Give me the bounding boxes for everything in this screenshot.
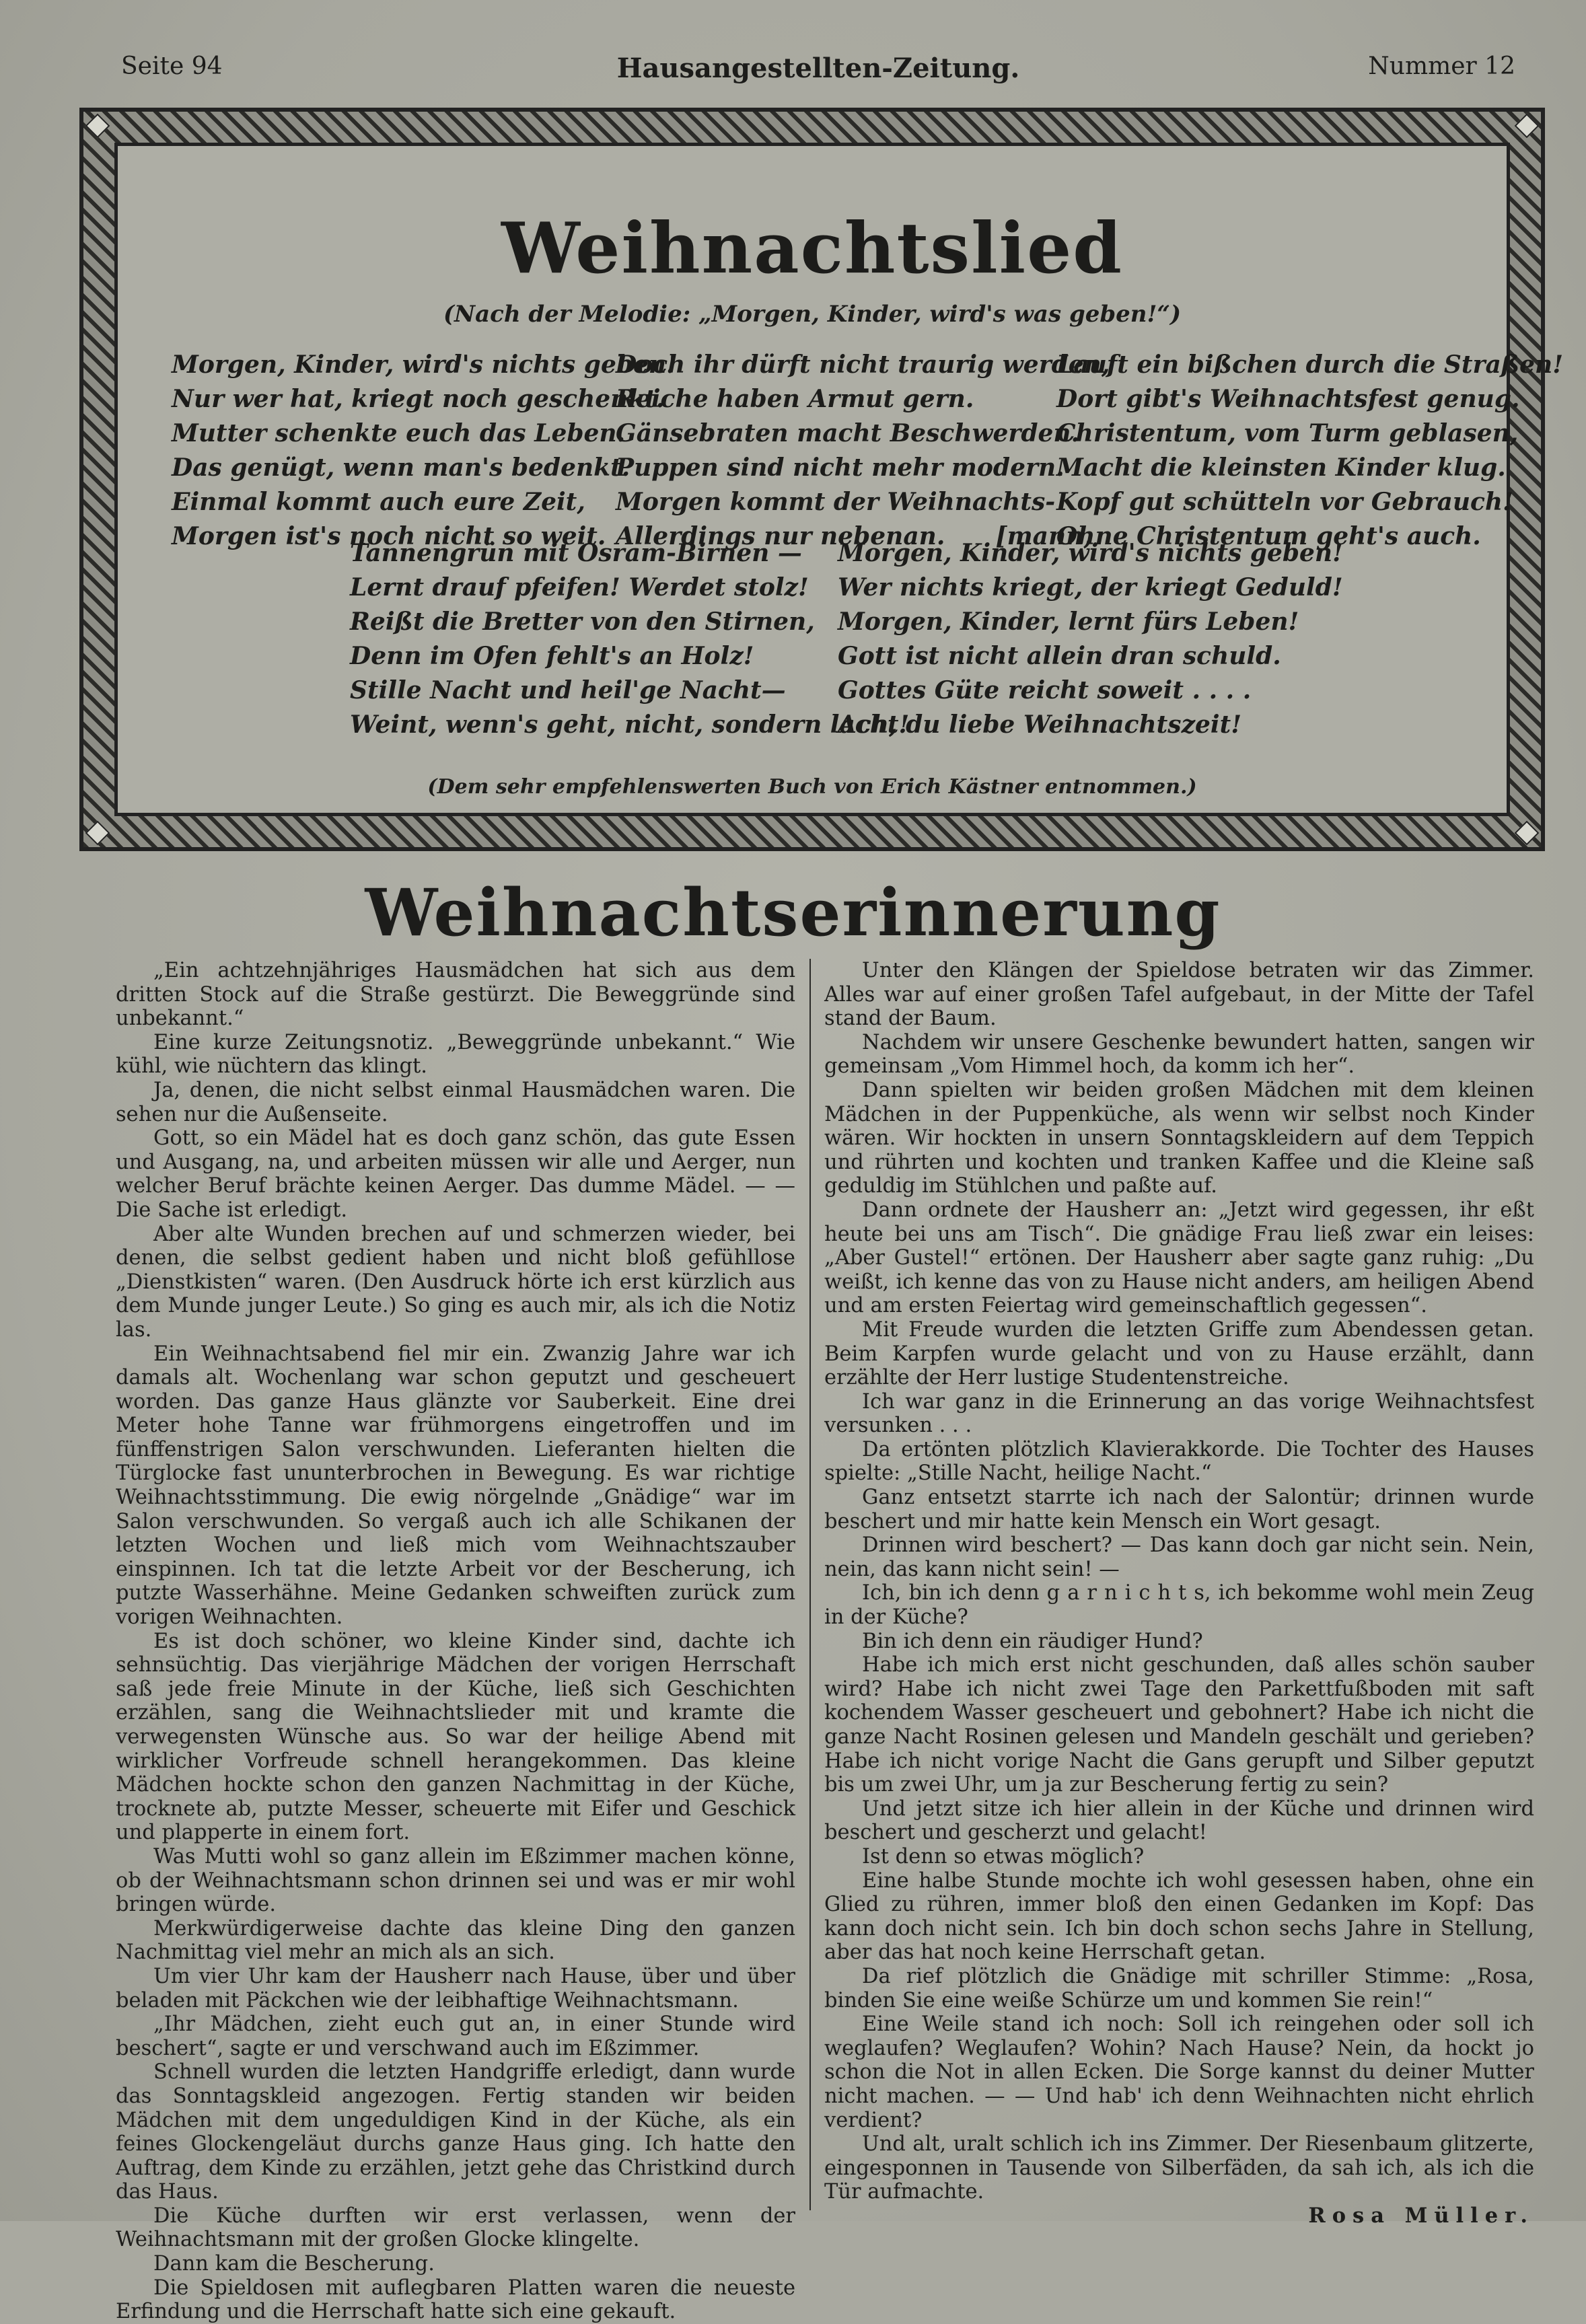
poem-line: Morgen kommt der Weihnachts-	[616, 488, 1056, 516]
poem-title: Weihnachtslied	[501, 207, 1124, 289]
article-paragraph: Ich war ganz in die Erinnerung an das vorige Weihnachtsfest versunken . . .	[824, 1389, 1534, 1438]
article-paragraph: Dann spielten wir beiden großen Mädchen mit dem kleinen Mädchen in der Puppenküche, als wenn wir selbst noch Kinder wären. Wir hockten in unsern Sonntagskleidern auf dem Teppich und rührten und kochten und tranken Kaffee und die Kleine saß geduldig im Stühlchen und paßte auf.	[824, 1078, 1534, 1198]
poem-stanza-2	[616, 348, 1110, 554]
article-paragraph: Schnell wurden die letzten Handgriffe erledigt, dann wurde das Sonntagskleid angezogen. Fertig standen wir beiden Mädchen mit dem ungeduldigen Kind in der Küche, als ein feines Glockengeläut durchs ganze Haus ging. Ich hatte den Auftrag, dem Kinde zu erzählen, jetzt gehe das Christkind durch das Haus.	[116, 2060, 795, 2204]
poem-line: Morgen, Kinder, wird's nichts geben!	[172, 351, 677, 379]
poem-stanza-4	[350, 536, 909, 742]
article-paragraph: Eine Weile stand ich noch: Soll ich reingehen oder soll ich weglaufen? Weglaufen? Wohin? Nach Hause? Nein, da hockt jo schon die Not in allen Ecken. Die Sorge kannst du deiner Mutter nicht machen. — — Und hab' ich denn Weihnachten nicht ehrlich verdient?	[824, 2012, 1534, 2132]
poem-line: Ach, du liebe Weihnachtszeit!	[838, 711, 1242, 739]
column-divider	[809, 959, 811, 2210]
article-paragraph: Was Mutti wohl so ganz allein im Eßzimmer machen könne, ob der Weihnachtsmann schon drinnen sei und was er mir wohl bringen würde.	[116, 1844, 795, 1917]
article-paragraph: Habe ich mich erst nicht geschunden, daß alles schön sauber wird? Habe ich nicht zwei Tage den Parkettfußboden mit saft kochendem Wasser gescheuert und gebohnert? Habe ich nicht die ganze Nacht Rosinen gelesen und Mandeln geschält und gerieben? Habe ich nicht vorige Nacht die Gans gerupft und Silber geputzt bis um zwei Uhr, um ja zur Bescherung fertig zu sein?	[824, 1653, 1534, 1797]
poem-line: Reiche haben Armut gern.	[616, 385, 974, 413]
poem-line: Einmal kommt auch eure Zeit,	[172, 488, 585, 516]
poem-line: Morgen, Kinder, lernt fürs Leben!	[838, 608, 1299, 636]
article-paragraph: Da ertönten plötzlich Klavierakkorde. Die Tochter des Hauses spielte: „Stille Nacht, heilige Nacht.“	[824, 1437, 1534, 1486]
poem-line: Nur wer hat, kriegt noch geschenkt.	[172, 385, 665, 413]
poem-line: Puppen sind nicht mehr modern.	[616, 453, 1065, 482]
issue-number: Nummer 12	[1368, 52, 1515, 80]
article-paragraph: Ist denn so etwas möglich?	[862, 1844, 1145, 1868]
frame-ornament	[85, 821, 110, 846]
poem-line: Gottes Güte reicht soweit . . . .	[838, 676, 1252, 704]
poem-line: Wer nichts kriegt, der kriegt Geduld!	[838, 573, 1343, 602]
page-header	[114, 52, 1522, 93]
frame-ornament	[1515, 821, 1540, 846]
article-paragraph: Ganz entsetzt starrte ich nach der Salontür; drinnen wurde beschert und mir hatte kein Mensch ein Wort gesagt.	[824, 1486, 1534, 1533]
article-paragraph: Eine halbe Stunde mochte ich wohl gesessen haben, ohne ein Glied zu rühren, immer bloß den einen Gedanken im Kopf: Das kann doch nicht sein. Ich bin doch schon sechs Jahre in Stellung, aber das hat noch keine Herrschaft getan.	[824, 1868, 1534, 1965]
article-paragraph: Bin ich denn ein räudiger Hund?	[862, 1629, 1203, 1653]
article-paragraph: Merkwürdigerweise dachte das kleine Ding den ganzen Nachmittag viel mehr an mich als an sich.	[116, 1916, 795, 1965]
page-number: Seite 94	[121, 52, 223, 80]
article-paragraph: „Ein achtzehnjähriges Hausmädchen hat sich aus dem dritten Stock auf die Straße gestürzt. Die Beweggründe sind unbekannt.“	[116, 959, 795, 1031]
poem-line: Stille Nacht und heil'ge Nacht—	[350, 676, 786, 704]
poem-line: Lauft ein bißchen durch die Straßen!	[1056, 351, 1564, 379]
author-signature: Rosa Müller.	[1308, 2203, 1534, 2228]
article-paragraph: Die Spieldosen mit auflegbaren Platten waren die neueste Erfindung und die Herrschaft hatte sich eine gekauft.	[116, 2276, 795, 2324]
article-paragraph: Und alt, uralt schlich ich ins Zimmer. Der Riesenbaum glitzerte, eingesponnen in Tausende von Silberfäden, da sah ich, als ich die Tür aufmachte.	[824, 2132, 1534, 2204]
poem-line: Morgen, Kinder, wird's nichts geben!	[838, 539, 1343, 567]
poem-line: Reißt die Bretter von den Stirnen,	[350, 608, 815, 636]
poem-line: Mutter schenkte euch das Leben.	[172, 419, 626, 447]
article-paragraph: Ein Weihnachtsabend fiel mir ein. Zwanzig Jahre war ich damals alt. Wochenlang war schon geputzt und gescheuert worden. Das ganze Haus glänzte vor Sauberkeit. Eine drei Meter hohe Tanne war frühmorgens eingetroffen und im fünffenstrigen Salon verschwunden. Lieferanten hielten die Türglocke fast ununterbrochen in Bewegung. Es war richtige Weihnachtsstimmung. Die ewig nörgelnde „Gnädige“ war im Salon verschwunden. So vergaß auch ich alle Schikanen der letzten Wochen und ließ mich vom Weihnachtszauber einspinnen. Ich tat die letzte Arbeit vor der Bescherung, ich putzte Wasserhähne. Meine Gedanken schweiften zurück zum vorigen Weihnachten.	[116, 1342, 795, 1630]
article-paragraph: Drinnen wird beschert? — Das kann doch gar nicht sein. Nein, nein, das kann nicht sein! —	[824, 1533, 1534, 1581]
poem-line: Morgen ist's noch nicht so weit.	[172, 522, 606, 550]
poem-credit: (Dem sehr empfehlenswerten Buch von Erich Kästner entnommen.)	[427, 775, 1197, 799]
poem-line: Tannengrün mit Osram-Birnen —	[350, 539, 802, 567]
article-paragraph: Ich, bin ich denn g a r n i c h t s, ich bekomme wohl mein Zeug in der Küche?	[824, 1581, 1534, 1630]
poem-line: Gott ist nicht allein dran schuld.	[838, 642, 1281, 670]
poem-box	[79, 108, 1564, 851]
poem-line: Doch ihr dürft nicht traurig werden,	[616, 351, 1110, 379]
poem-line: Macht die kleinsten Kinder klug.	[1056, 453, 1506, 482]
article-paragraph: Ja, denen, die nicht selbst einmal Hausmädchen waren. Die sehen nur die Außenseite.	[116, 1078, 795, 1126]
poem-stanza-3	[1056, 348, 1563, 554]
poem-line: Kopf gut schütteln vor Gebrauch!	[1056, 488, 1513, 516]
poem-subtitle: (Nach der Melodie: „Morgen, Kinder, wird's was geben!“)	[443, 301, 1182, 328]
article-column-right	[824, 959, 1534, 2228]
article-paragraph: Es ist doch schöner, wo kleine Kinder sind, dachte ich sehnsüchtig. Das vierjährige Mädchen der vorigen Herrschaft saß jede freie Minute in der Küche, ließ sich Geschichten erzählen, sang die Weihnachtslieder mit und kramte die verwegensten Wünsche aus. So war der heilige Abend mit wirklicher Vorfreude schnell herangekommen. Das kleine Mädchen hockte schon den ganzen Nachmittag in der Küche, trocknete ab, putzte Messer, scheuerte mit Eifer und Geschick und plapperte in einem fort.	[116, 1629, 795, 1845]
article-paragraph: Und jetzt sitze ich hier allein in der Küche und drinnen wird beschert und gescherzt und gelacht!	[824, 1796, 1534, 1845]
poem-line: Weint, wenn's geht, nicht, sondern lacht!	[350, 711, 910, 739]
poem-inner-panel	[114, 143, 1564, 816]
poem-stanza-5	[838, 536, 1343, 742]
article-paragraph: Eine kurze Zeitungsnotiz. „Beweggründe unbekannt.“ Wie kühl, wie nüchtern das klingt.	[116, 1030, 795, 1079]
article-paragraph: Dann kam die Bescherung.	[153, 2252, 435, 2276]
article-paragraph: Da rief plötzlich die Gnädige mit schriller Stimme: „Rosa, binden Sie eine weiße Schürze um und kommen Sie rein!“	[824, 1964, 1534, 2012]
article-paragraph: „Ihr Mädchen, zieht euch gut an, in einer Stunde wird beschert“, sagte er und verschwand auch im Eßzimmer.	[116, 2012, 795, 2060]
frame-ornament	[85, 114, 110, 139]
article-paragraph: Um vier Uhr kam der Hausherr nach Hause, über und über beladen mit Päckchen wie der leibhaftige Weihnachtsmann.	[116, 1964, 795, 2012]
poem-line: Dort gibt's Weihnachtsfest genug.	[1056, 385, 1520, 413]
newspaper-name: Hausangestellten-Zeitung.	[616, 52, 1020, 84]
article-paragraph: Unter den Klängen der Spieldose betraten wir das Zimmer. Alles war auf einer großen Tafel aufgebaut, in der Mitte der Tafel stand der Baum.	[824, 959, 1534, 1031]
article-paragraph: Mit Freude wurden die letzten Griffe zum Abendessen getan. Beim Karpfen wurde gelacht und von zu Hause erzählt, dann erzählte der Herr lustige Studentenstreiche.	[824, 1317, 1534, 1390]
article-paragraph: Dann ordnete der Hausherr an: „Jetzt wird gegessen, ihr eßt heute bei uns am Tisch“. Die gnädige Frau ließ zwar ein leises: „Aber Gustel!“ ertönen. Der Hausherr aber sagte ganz ruhig: „Du weißt, ich kenne das von zu Hause nicht anders, am heiligen Abend und am ersten Feiertag wird gemeinschaftlich gegessen“.	[824, 1198, 1534, 1318]
poem-line: Das genügt, wenn man's bedenkt.	[172, 453, 630, 482]
frame-ornament	[1515, 114, 1540, 139]
article-column-left	[116, 959, 795, 2324]
poem-line: Allerdings nur nebenan. [mann,	[616, 522, 1092, 550]
poem-line: Ohne Christentum geht's auch.	[1056, 522, 1481, 550]
article-paragraph: Aber alte Wunden brechen auf und schmerzen wieder, bei denen, die selbst gedient haben und nicht bloß gefühllose „Dienstkisten“ waren. (Den Ausdruck hörte ich erst kürzlich aus dem Munde junger Leute.) So ging es auch mir, als ich die Notiz las.	[116, 1222, 795, 1342]
poem-stanza-1	[172, 348, 677, 554]
poem-line: Christentum, vom Turm geblasen,	[1056, 419, 1519, 447]
poem-line: Lernt drauf pfeifen! Werdet stolz!	[350, 573, 809, 602]
article-paragraph: Nachdem wir unsere Geschenke bewundert hatten, sangen wir gemeinsam „Vom Himmel hoch, da komm ich her“.	[824, 1030, 1534, 1079]
article-title: Weihnachtserinnerung	[365, 875, 1221, 951]
poem-line: Denn im Ofen fehlt's an Holz!	[350, 642, 754, 670]
article-paragraph: Gott, so ein Mädel hat es doch ganz schön, das gute Essen und Ausgang, na, und arbeiten müssen wir alle und Aerger, nun welcher Beruf brächte keinen Aerger. Das dumme Mädel. — — Die Sache ist erledigt.	[116, 1126, 795, 1222]
poem-line: Gänsebraten macht Beschwerden.	[616, 419, 1080, 447]
article-paragraph: Die Küche durften wir erst verlassen, wenn der Weihnachtsmann mit der großen Glocke klingelte.	[116, 2204, 795, 2252]
